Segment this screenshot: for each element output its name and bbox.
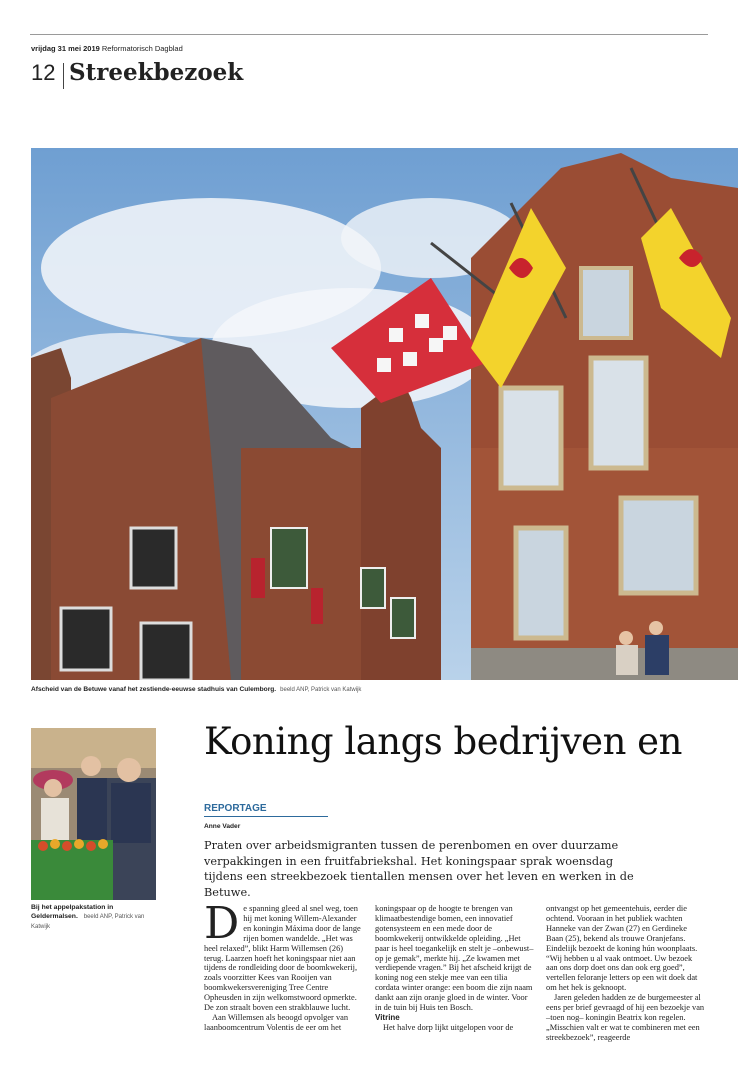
side-photo-credit: beeld ANP, Patrick van Katwijk	[31, 914, 145, 930]
subhead: Vitrine	[375, 1012, 400, 1022]
paper-name: Reformatorisch Dagblad	[101, 44, 183, 53]
body-column-1	[204, 898, 363, 1033]
author: Anne Vader	[204, 823, 241, 830]
main-photo-caption	[31, 686, 361, 693]
body-column-3	[546, 904, 705, 1043]
body-paragraph: Het halve dorp lijkt uitgelopen voor de	[383, 1022, 514, 1032]
headline: Koning langs bedrijven en	[204, 720, 682, 763]
side-photo-caption	[31, 903, 157, 932]
dropcap: D	[204, 898, 240, 949]
page-number: 12	[31, 60, 56, 85]
main-photo	[31, 148, 738, 680]
body-paragraph: e spanning gleed al snel weg, toen hij met koning Willem-Alexander en koningin Máxima door de lange rijen bomen wandelde. „Het was heel relaxed”, blikt Harm Willemsen (26) terug. Laarzen hoeft het koningspaar niet aan tijdens de rondleiding door de boomkwekerij, zoals voorzitter Kees van Rooijen van boomkwekersvereniging Tree Centre Opheusden in zijn welkomstwoord opmerkte. De zon straalt boven een strakblauwe lucht.	[204, 904, 361, 1013]
body-paragraph: ontvangst op het gemeentehuis, eerder die ochtend. Vooraan in het publiek wachten Hanneke van der Zwan (27) en Gerdineke Baan (25), bekend als trouwe Oranjefans. Eindelijk bezoekt de koning hún woonplaats. “Wij hebben u al vaak ontmoet. Uw bezoek aan ons dorp doet ons dan ook erg goed”, vertellen feloranje letters op een wit doek dat om het hek is geknoopt.	[546, 904, 698, 993]
kicker-rule	[204, 816, 328, 817]
body-paragraph: koningspaar op de hoogte te brengen van klimaatbestendige bomen, een innovatief gotensysteem en een mede door de boomkwekerij ontwikkelde opleiding. „Het paar is heel toegankelijk en stelt je –onbewust– op je gemak”, merkte hij. „Ze kwamen met verdiepende vragen.” Bij het afscheid krijgt de koning nog een stekje mee van een tilia cordata winter orange: een boom die zijn naam dankt aan zijn oranje gloed in de winter. Voor in de tuin bij Huis ten Bosch.	[375, 904, 534, 1013]
intro-paragraph: Praten over arbeidsmigranten tussen de perenbomen en over duurzame verpakkingen in een fruitfabriekshal. Het koningspaar sprak woensdag tijdens een streekbezoek tientallen mensen over het leven en werken in de Betuwe.	[204, 839, 634, 899]
dateline	[31, 44, 183, 53]
top-rule	[30, 34, 708, 35]
body-paragraph: Aan Willemsen als beoogd opvolger van laanboomcentrum Volentis de eer om het	[204, 1012, 349, 1032]
section-title: Streekbezoek	[69, 59, 244, 86]
side-photo	[31, 728, 156, 900]
main-photo-credit: beeld ANP, Patrick van Katwijk	[280, 687, 362, 693]
body-paragraph: Jaren geleden hadden ze de burgemeester al eens per brief gevraagd of hij een bezoekje van –toen nog– koningin Beatrix kon regelen. „Misschien valt er wat te combineren met een streekbezoek”, reageerde	[546, 993, 705, 1042]
kicker: REPORTAGE	[204, 803, 267, 814]
section-divider	[63, 63, 64, 89]
main-caption-text: Afscheid van de Betuwe vanaf het zestiende-eeuwse stadhuis van Culemborg.	[31, 686, 277, 693]
side-caption-text: Bij het appelpakstation in Geldermalsen.	[31, 904, 114, 920]
body-column-2	[375, 904, 534, 1033]
date: vrijdag 31 mei 2019	[31, 44, 100, 53]
